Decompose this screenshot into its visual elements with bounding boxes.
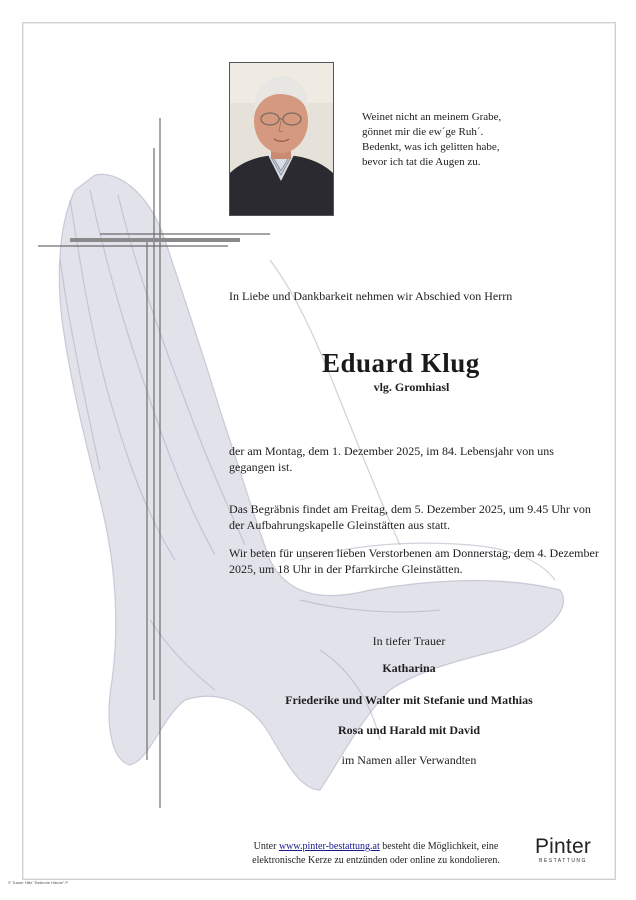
mourner-line: Katharina [382,661,436,675]
funeral-details: Das Begräbnis findet am Freitag, dem 5. Dezember 2025, um 9.45 Uhr von der Aufbahrungskapelle Gleinstätten aus statt. [229,502,591,532]
mourner-line: Rosa und Harald mit David [337,723,481,737]
footer-note [226,840,526,868]
poem [362,110,582,170]
mourners-closing: im Namen aller Verwandten [341,753,477,767]
poem-line: bevor ich tat die Augen zu. [362,156,481,168]
mourner-line: Friederike und Walter mit Stefanie und Mathias [285,693,533,707]
mourners-intro: In tiefer Trauer [372,634,446,648]
farewell-intro: In Liebe und Dankbarkeit nehmen wir Abschied von Herrn [229,289,513,303]
portrait-photo [229,62,334,216]
brand-name: Pinter [534,835,592,858]
image-credit: © Trauer Hille "Betende Hände" P [8,880,69,885]
brand-logo [527,836,599,864]
website-link[interactable]: www.pinter-bestattung.at [278,841,380,852]
footer-suffix: besteht die Möglichkeit, eine [382,841,499,852]
deceased-nickname: vlg. Gromhiasl [373,380,450,394]
poem-line: gönnet mir die ew´ge Ruh´. [362,126,484,138]
death-notice: der am Montag, dem 1. Dezember 2025, im 84. Lebensjahr von uns gegangen ist. [229,444,554,474]
footer-prefix: Unter [253,841,277,852]
deceased-name: Eduard Klug [322,348,480,378]
poem-line: Weinet nicht an meinem Grabe, [362,111,502,123]
prayer-details: Wir beten für unseren lieben Verstorbenen am Donnerstag, dem 4. Dezember 2025, um 18 Uhr in der Pfarrkirche Gleinstätten. [229,546,599,576]
brand-subtitle: BESTATTUNG [539,858,587,864]
poem-line: Bedenkt, was ich gelitten habe, [362,141,500,153]
portrait-image [230,63,333,215]
footer-line2: elektronische Kerze zu entzünden oder online zu kondolieren. [252,855,500,866]
